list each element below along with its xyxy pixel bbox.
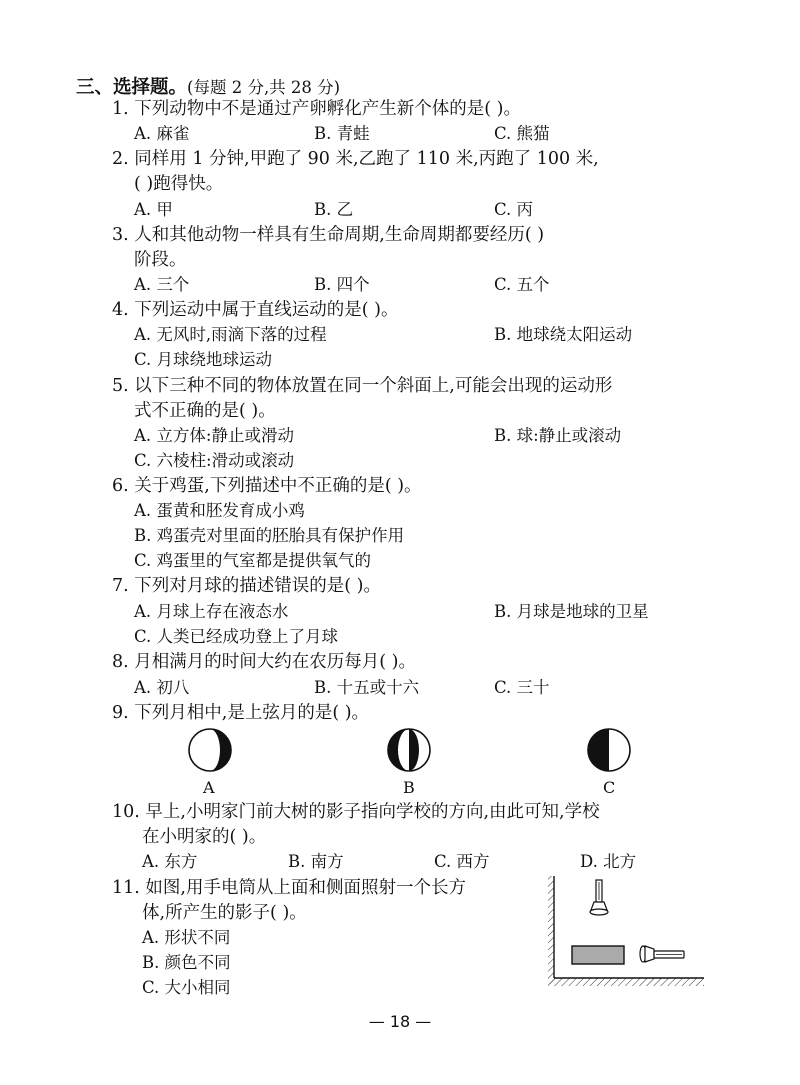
top-flashlight-icon <box>590 880 608 915</box>
q5-option-c[interactable]: C. 六棱柱:滑动或滚动 <box>134 451 295 470</box>
q3-option-c[interactable]: C. 五个 <box>494 275 550 294</box>
q10-option-a[interactable]: A. 东方 <box>142 852 198 871</box>
q5-option-a[interactable]: A. 立方体:静止或滑动 <box>134 426 294 445</box>
box-shape <box>572 946 624 964</box>
q9-stem: 9. 下列月相中,是上弦月的是( )。 <box>112 703 370 723</box>
q4-stem: 4. 下列运动中属于直线运动的是( )。 <box>112 300 399 320</box>
page-number: — 18 — <box>368 1012 432 1031</box>
q2-option-a[interactable]: A. 甲 <box>134 200 173 219</box>
q1-option-b[interactable]: B. 青蛙 <box>314 124 370 143</box>
moon-label-c: C <box>603 778 616 797</box>
q8-option-c[interactable]: C. 三十 <box>494 678 550 697</box>
q11-option-b[interactable]: B. 颜色不同 <box>142 953 231 972</box>
moon-phase-c-icon[interactable] <box>586 727 632 773</box>
q10-option-d[interactable]: D. 北方 <box>580 852 637 871</box>
q3-stem-line1: 3. 人和其他动物一样具有生命周期,生命周期都要经历( ) <box>112 225 545 245</box>
q4-option-a[interactable]: A. 无风时,雨滴下落的过程 <box>134 325 327 344</box>
q7-option-c[interactable]: C. 人类已经成功登上了月球 <box>134 627 339 646</box>
q11-stem-line2: 体,所产生的影子( )。 <box>142 903 307 923</box>
q11-option-a[interactable]: A. 形状不同 <box>142 928 231 947</box>
q5-stem-line1: 5. 以下三种不同的物体放置在同一个斜面上,可能会出现的运动形 <box>112 376 613 396</box>
q8-option-b[interactable]: B. 十五或十六 <box>314 678 420 697</box>
q6-option-c[interactable]: C. 鸡蛋里的气室都是提供氧气的 <box>134 551 372 570</box>
q6-stem: 6. 关于鸡蛋,下列描述中不正确的是( )。 <box>112 476 422 496</box>
q10-stem-line1: 10. 早上,小明家门前大树的影子指向学校的方向,由此可知,学校 <box>112 802 600 822</box>
flashlight-box-figure <box>546 874 706 992</box>
q4-option-b[interactable]: B. 地球绕太阳运动 <box>494 325 633 344</box>
q4-option-c[interactable]: C. 月球绕地球运动 <box>134 350 273 369</box>
q5-option-b[interactable]: B. 球:静止或滚动 <box>494 426 622 445</box>
q2-option-b[interactable]: B. 乙 <box>314 200 354 219</box>
q10-option-c[interactable]: C. 西方 <box>434 852 490 871</box>
q2-option-c[interactable]: C. 丙 <box>494 200 534 219</box>
q3-option-a[interactable]: A. 三个 <box>134 275 190 294</box>
q6-option-a[interactable]: A. 蛋黄和胚发育成小鸡 <box>134 501 305 520</box>
q8-stem: 8. 月相满月的时间大约在农历每月( )。 <box>112 652 416 672</box>
q10-stem-line2: 在小明家的( )。 <box>142 827 267 847</box>
q8-option-a[interactable]: A. 初八 <box>134 678 190 697</box>
q1-stem: 1. 下列动物中不是通过产卵孵化产生新个体的是( )。 <box>112 99 521 119</box>
q1-option-c[interactable]: C. 熊猫 <box>494 124 550 143</box>
q7-option-a[interactable]: A. 月球上存在液态水 <box>134 602 289 621</box>
q11-stem-line1: 11. 如图,用手电筒从上面和侧面照射一个长方 <box>112 878 466 898</box>
section-title: 三、选择题。 <box>76 77 188 98</box>
q7-stem: 7. 下列对月球的描述错误的是( )。 <box>112 576 381 596</box>
q11-option-c[interactable]: C. 大小相同 <box>142 978 231 997</box>
q2-stem-line2: ( )跑得快。 <box>134 174 224 194</box>
q6-option-b[interactable]: B. 鸡蛋壳对里面的胚胎具有保护作用 <box>134 526 405 545</box>
moon-label-b: B <box>403 778 415 797</box>
moon-phase-b-icon[interactable] <box>386 727 432 773</box>
q1-option-a[interactable]: A. 麻雀 <box>134 124 190 143</box>
side-flashlight-icon <box>640 946 684 962</box>
section-note: (每题 2 分,共 28 分) <box>187 78 341 97</box>
q10-option-b[interactable]: B. 南方 <box>288 852 344 871</box>
q7-option-b[interactable]: B. 月球是地球的卫星 <box>494 602 649 621</box>
moon-phase-a-icon[interactable] <box>187 727 233 773</box>
q2-stem-line1: 2. 同样用 1 分钟,甲跑了 90 米,乙跑了 110 米,丙跑了 100 米, <box>112 149 599 169</box>
q3-stem-line2: 阶段。 <box>134 250 187 270</box>
q3-option-b[interactable]: B. 四个 <box>314 275 370 294</box>
moon-label-a: A <box>203 778 215 797</box>
section-heading <box>76 73 340 99</box>
q5-stem-line2: 式不正确的是( )。 <box>134 401 276 421</box>
